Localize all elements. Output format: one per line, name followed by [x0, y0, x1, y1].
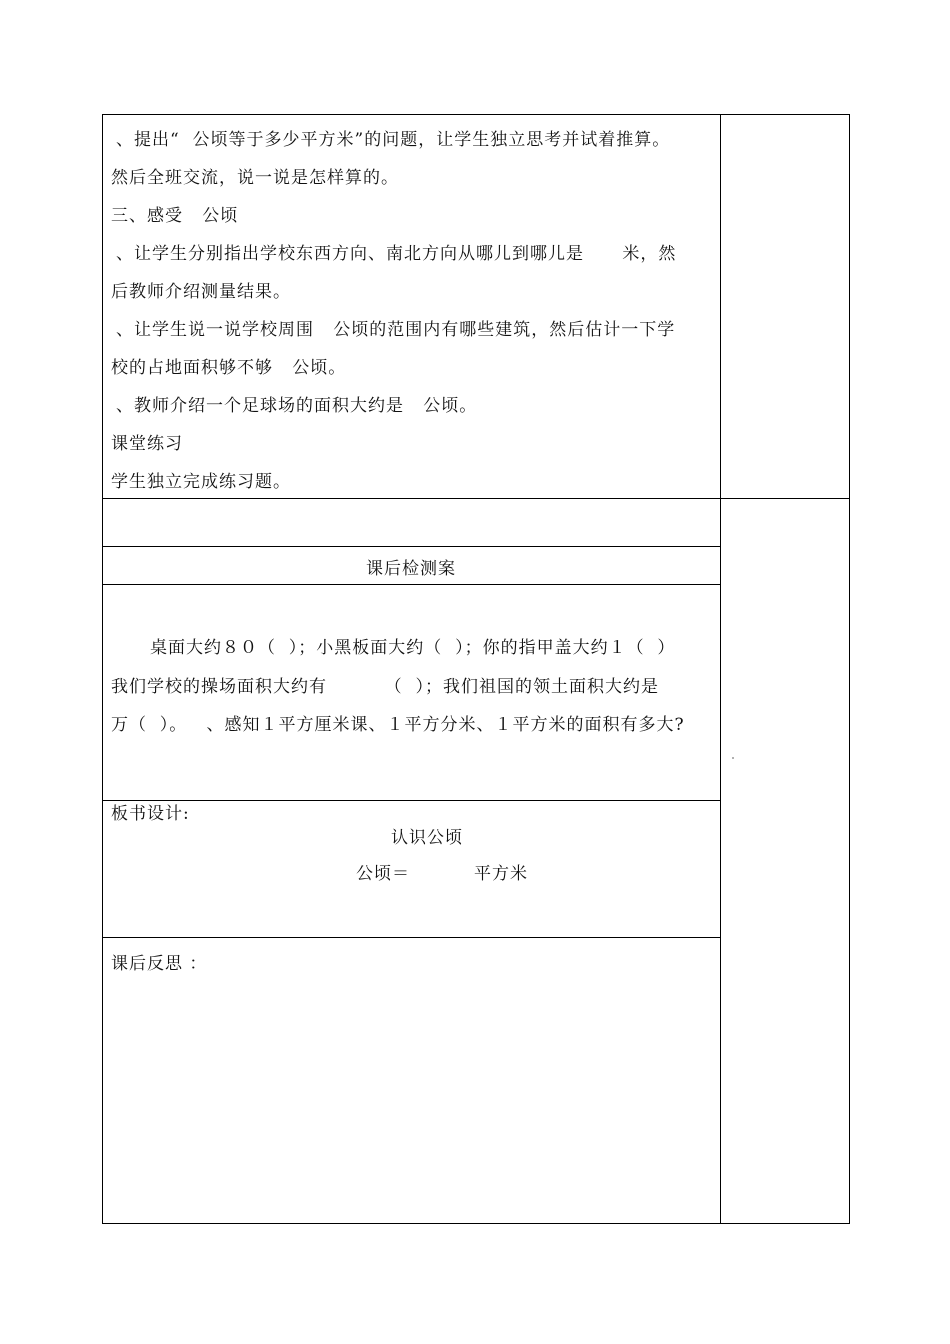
board-design-label: 板书设计: [111, 804, 190, 824]
test-line-1: 桌面大约８０（ ）；小黑板面大约（ ）；你的指甲盖大约１（ ） [150, 638, 676, 658]
step-line-5: 后教师介绍测量结果。 [111, 282, 291, 302]
step-line-6: 、让学生说一说学校周围 公顷的范围内有哪些建筑，然后估计一下学 [116, 320, 676, 340]
board-design-formula: 公顷＝ 平方米 [356, 864, 529, 884]
row-divider-2 [102, 546, 720, 547]
step-line-10: 学生独立完成练习题。 [111, 472, 291, 492]
test-section-title: 课后检测案 [366, 559, 456, 579]
column-divider [720, 114, 721, 1224]
step-line-2: 然后全班交流，说一说是怎样算的。 [111, 168, 399, 188]
stray-mark [732, 757, 734, 759]
reflection-label: 课后反思 ： [111, 954, 208, 974]
step-line-8: 、教师介绍一个足球场的面积大约是 公顷。 [116, 396, 478, 416]
step-line-4: 、让学生分别指出学校东西方向、南北方向从哪儿到哪儿是 米，然 [116, 244, 677, 264]
row-divider-5 [102, 937, 720, 938]
board-design-title: 认识公顷 [391, 828, 463, 848]
test-line-3: 万（ ）。 、感知１平方厘米课、１平方分米、１平方米的面积有多大? [111, 715, 685, 735]
row-divider-1 [102, 498, 850, 499]
test-line-2: 我们学校的操场面积大约有 （ ）；我们祖国的领土面积大约是 [111, 677, 659, 697]
step-line-9: 课堂练习 [111, 434, 183, 454]
step-line-1: 、提出“ 公顷等于多少平方米”的问题，让学生独立思考并试着推算。 [116, 130, 671, 150]
row-divider-3 [102, 584, 720, 585]
step-line-3: 三、感受 公顷 [111, 206, 239, 226]
step-line-7: 校的占地面积够不够 公顷。 [111, 358, 347, 378]
row-divider-4 [102, 800, 720, 801]
main-table [102, 114, 850, 1224]
